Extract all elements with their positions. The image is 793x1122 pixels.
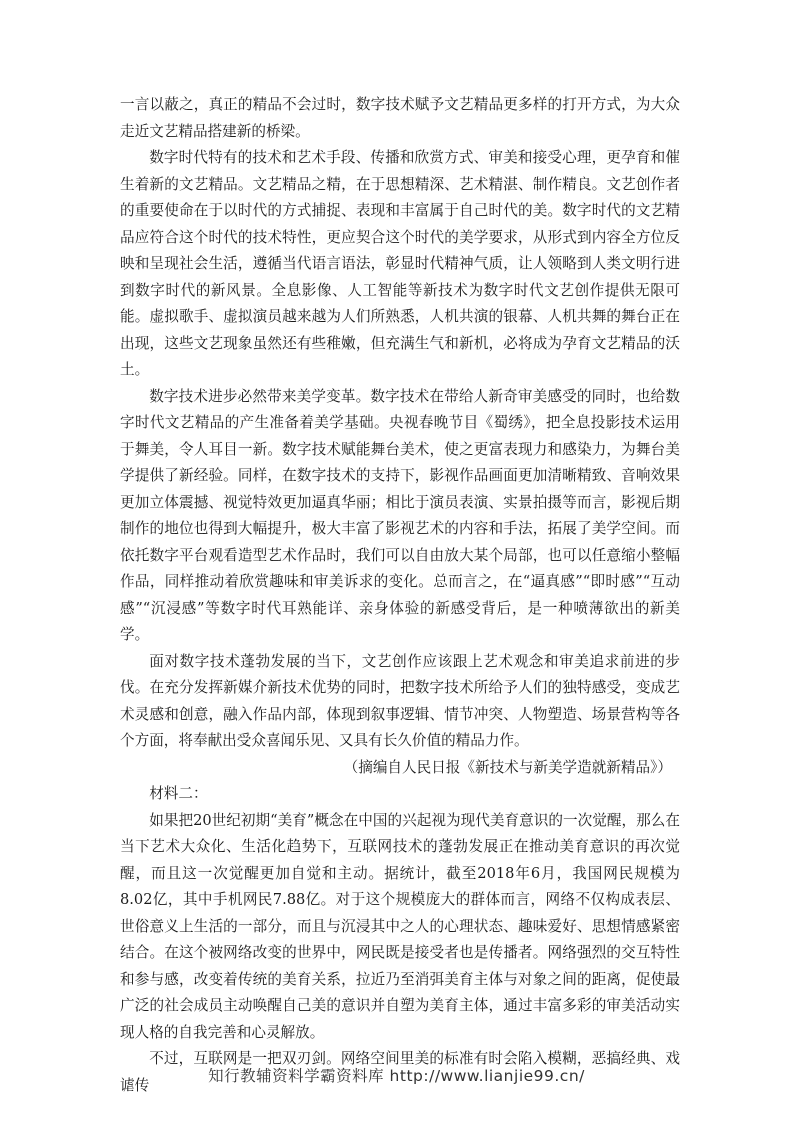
paragraph: 数字时代特有的技术和艺术手段、传播和欣赏方式、审美和接受心理，更孕育和催生着新的文艺精品。文艺精品之精，在于思想精深、艺术精湛、制作精良。文艺创作者的重要使命在于以时代的方式捕捉、表现和丰富属于自己时代的美。数字时代的文艺精品应符合这个时代的技术特性，更应契合这个时代的美学要求，从形式到内容全方位反映和呈现社会生活，遵循当代语言语法，彰显时代精神气质，让人领略到人类文明行进到数字时代的新风景。全息影像、人工智能等新技术为数字时代文艺创作提供无限可能。虚拟歌手、虚拟演员越来越为人们所熟悉，人机共演的银幕、人机共舞的舞台正在出现，这些文艺现象虽然还有些稚嫩，但充满生气和新机，必将成为孕育文艺精品的沃土。 — [120, 149, 680, 378]
section-label: 材料二： — [149, 785, 208, 802]
paragraph: 一言以蔽之，真正的精品不会过时，数字技术赋予文艺精品更多样的打开方式，为大众走近文艺精品搭建新的桥梁。 — [120, 96, 680, 140]
paragraph: 数字技术进步必然带来美学变革。数字技术在带给人新奇审美感受的同时，也给数字时代文艺精品的产生准备着美学基础。央视春晚节目《蜀绣》，把全息投影技术运用于舞美，令人耳目一新。数字技术赋能舞台美术，使之更富表现力和感染力，为舞台美学提供了新经验。同样，在数字技术的支持下，影视作品画面更加清晰精致、音响效果更加立体震撼、视觉特效更加逼真华丽；相比于演员表演、实景拍摄等而言，影视后期制作的地位也得到大幅提升，极大丰富了影视艺术的内容和手法，拓展了美学空间。而依托数字平台观看造型艺术作品时，我们可以自由放大某个局部，也可以任意缩小整幅作品，同样推动着欣赏趣味和审美诉求的变化。总而言之，在“逼真感”“即时感”“互动感”“沉浸感”等数字时代耳熟能详、亲身体验的新感受背后，是一种喷薄欲出的新美学。 — [120, 387, 680, 643]
footer-watermark: 知行教辅资料学霸资料库 http://www.lianjie99.cn/ — [208, 1067, 585, 1085]
paragraph: 面对数字技术蓬勃发展的当下，文艺创作应该跟上艺术观念和审美追求前进的步伐。在充分发挥新媒介新技术优势的同时，把数字技术所给予人们的独特感受，变成艺术灵感和创意，融入作品内部，体现到叙事逻辑、情节冲突、人物塑造、场景营构等各个方面，将奉献出受众喜闻乐见、又具有长久价值的精品力作。 — [120, 652, 680, 749]
paragraph: 不过，互联网是一把双刃剑。网络空间里美的标准有时会陷入模糊，恶搞经典、戏谑传 — [120, 1050, 680, 1094]
article-body — [120, 92, 680, 1099]
source-citation: （摘编自人民日报《新技术与新美学造就新精品》） — [343, 758, 672, 776]
paragraph: 如果把20世纪初期“美育”概念在中国的兴起视为现代美育意识的一次觉醒，那么在当下艺术大众化、生活化趋势下，互联网技术的蓬勃发展正在推动美育意识的再次觉醒，而且这一次觉醒更加自觉和主动。据统计，截至2018年6月，我国网民规模为8.02亿，其中手机网民7.88亿。对于这个规模庞大的群体而言，网络不仅构成表层、世俗意义上生活的一部分，而且与沉浸其中之人的心理状态、趣味爱好、思想情感紧密结合。在这个被网络改变的世界中，网民既是接受者也是传播者。网络强烈的交互特性和参与感，改变着传统的美育关系，拉近乃至消弭美育主体与对象之间的距离，促使最广泛的社会成员主动唤醒自己美的意识并自塑为美育主体，通过丰富多彩的审美活动实现人格的自我完善和心灵解放。 — [120, 811, 680, 1041]
